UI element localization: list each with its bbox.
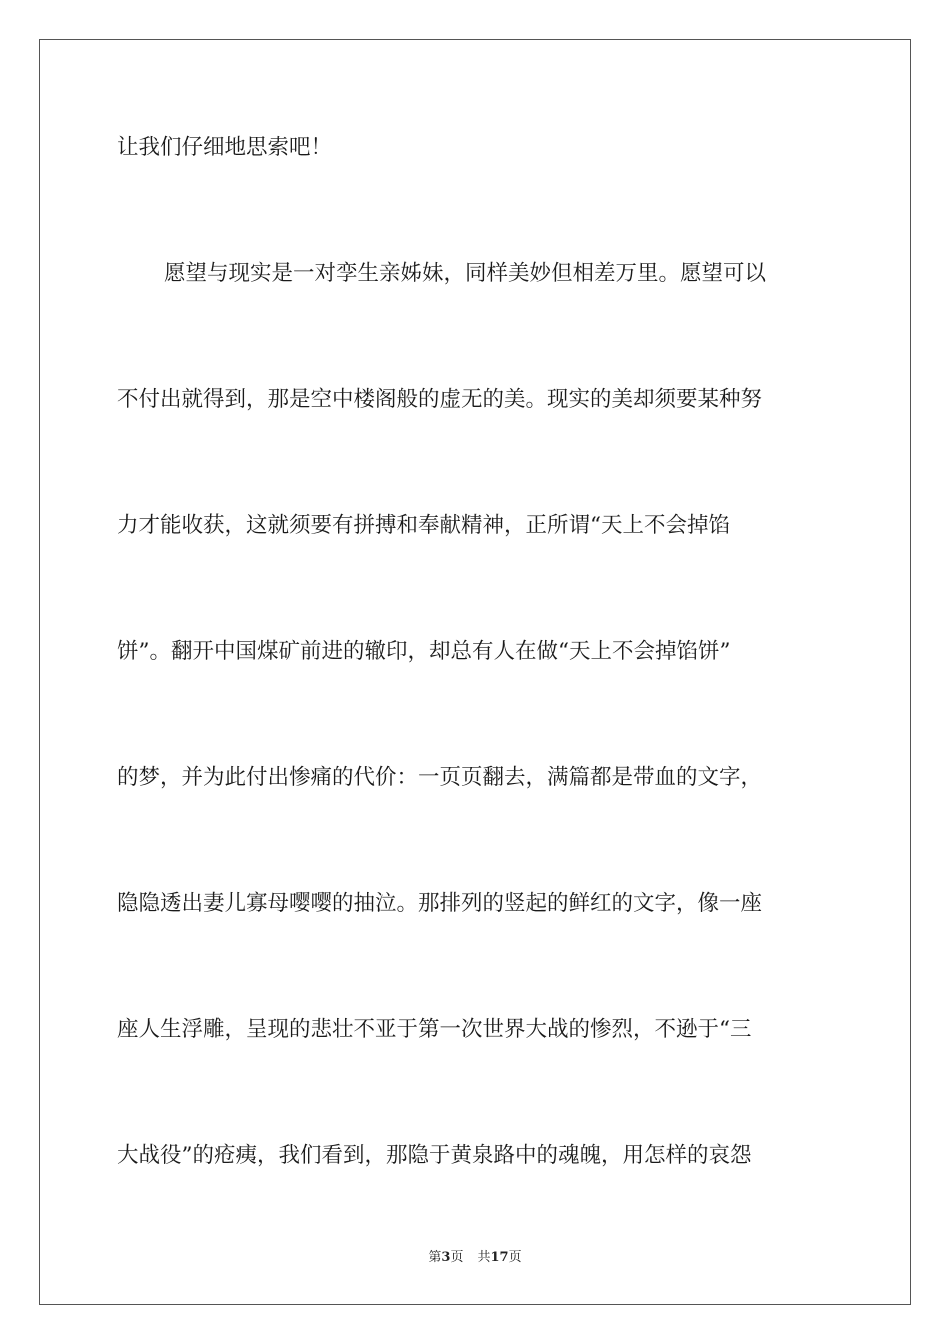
total-prefix: 共 <box>477 1250 491 1265</box>
text-line-2: 愿望与现实是一对孪生亲姊妹，同样美妙但相差万里。愿望可以 <box>164 261 767 286</box>
text-line-7: 隐隐透出妻儿寡母嘤嘤的抽泣。那排列的竖起的鲜红的文字，像一座 <box>117 891 763 916</box>
text-line-5: 饼”。翻开中国煤矿前进的辙印，却总有人在做“天上不会掉馅饼” <box>117 639 731 664</box>
page-suffix: 页 <box>450 1250 464 1265</box>
page-prefix: 第 <box>428 1250 442 1265</box>
page-number: 3 <box>441 1250 451 1265</box>
page-footer <box>0 1246 950 1265</box>
page-border <box>39 39 911 1305</box>
text-line-3: 不付出就得到，那是空中楼阁般的虚无的美。现实的美却须要某种努 <box>117 387 763 412</box>
text-line-6: 的梦，并为此付出惨痛的代价：一页页翻去，满篇都是带血的文字， <box>117 765 763 790</box>
text-line-9: 大战役”的疮痍，我们看到，那隐于黄泉路中的魂魄，用怎样的哀怨 <box>117 1143 752 1168</box>
text-line-4: 力才能收获，这就须要有拼搏和奉献精神，正所谓“天上不会掉馅 <box>117 513 730 538</box>
total-suffix: 页 <box>508 1250 522 1265</box>
text-line-1: 让我们仔细地思索吧！ <box>117 135 333 160</box>
text-line-8: 座人生浮雕，呈现的悲壮不亚于第一次世界大战的惨烈，不逊于“三 <box>117 1017 752 1042</box>
total-pages: 17 <box>490 1250 509 1265</box>
